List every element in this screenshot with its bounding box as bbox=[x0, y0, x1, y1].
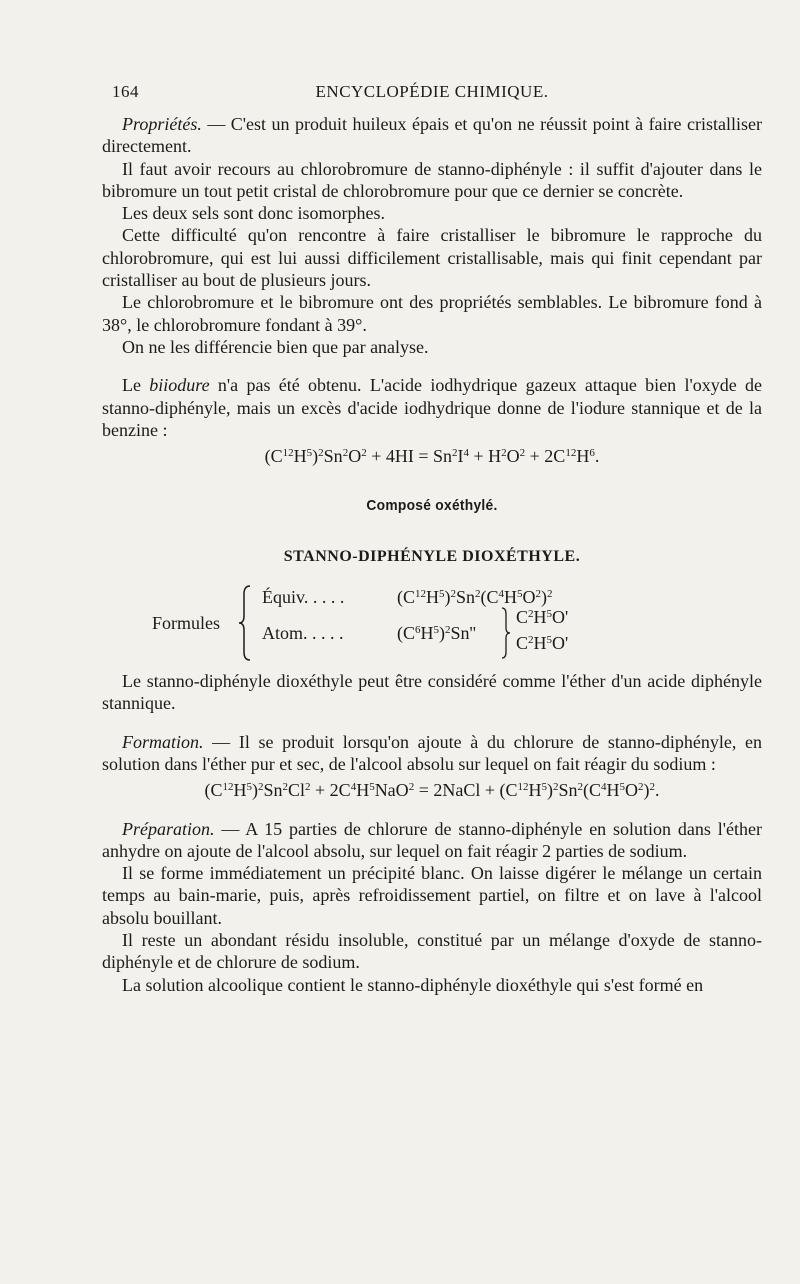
page-number: 164 bbox=[112, 82, 139, 101]
paragraph: On ne les différencie bien que par analyse. bbox=[122, 336, 429, 357]
paragraph: Il faut avoir recours au chlorobromure de stanno-diphényle : il suffit d'ajouter dans le bibromure un tout petit cristal de chlorobromure pour que ce dernier se concrète. bbox=[102, 158, 762, 201]
left-brace-icon bbox=[238, 584, 252, 662]
page-body bbox=[102, 113, 762, 996]
running-title: ENCYCLOPÉDIE CHIMIQUE. bbox=[315, 82, 549, 101]
paragraph-biiodure bbox=[102, 374, 762, 441]
equiv-formula: $(C^{12}H^5)^2Sn^2(C^4H^5O^2)^2$ bbox=[397, 587, 553, 608]
paragraph-text: — Il se produit lorsqu'on ajoute à du chlorure de stanno-diphényle, en solution dans l'éther pur et sec, de l'alcool absolu sur lequel on fait réagir du sodium : bbox=[102, 731, 762, 774]
paragraph: Le chlorobromure et le bibromure ont des propriétés semblables. Le bibromure fond à 38°, le chlorobromure fondant à 39°. bbox=[102, 292, 762, 335]
paragraph: Il reste un abondant résidu insoluble, constitué par un mélange d'oxyde de stanno-diphényle et de chlorure de sodium. bbox=[102, 930, 762, 973]
paragraph-heading: Propriétés. bbox=[122, 114, 202, 134]
paragraph-text: n'a pas été obtenu. L'acide iodhydrique gazeux attaque bien l'oxyde de stanno-diphényle, mais un excès d'acide iodhydrique donne de l'iodure stannique et de la benzine : bbox=[102, 375, 763, 440]
paragraph-proprietes bbox=[102, 113, 762, 158]
paragraph-text: — C'est un produit huileux épais et qu'on ne réussit point à faire cristalliser directement. bbox=[102, 114, 762, 157]
paragraph: Cette difficulté qu'on rencontre à faire cristalliser le bibromure le rapproche du chlorobromure, qui est lui aussi difficilement cristallisable, mais qui finit cependant par cristalliser au bout de plusieurs jours. bbox=[102, 225, 762, 291]
paragraph-text: Le bbox=[122, 375, 150, 396]
formulae-block bbox=[152, 584, 762, 670]
ligand-formula: $C^2H^5O'$ bbox=[516, 633, 569, 654]
ligand-formula: $C^2H^5O'$ bbox=[516, 607, 569, 628]
equation-biiodure: $(C^{12}H^5)^2Sn^2O^2 + 4HI = Sn^2I^4 + H^2O^2 + 2C^{12}H^6$. bbox=[264, 446, 600, 467]
atom-label: Atom. . . . . bbox=[262, 623, 344, 644]
paragraph: La solution alcoolique contient le stanno-diphényle dioxéthyle qui s'est formé en bbox=[122, 974, 704, 995]
paragraph-preparation bbox=[102, 818, 762, 863]
paragraph-heading: Formation. bbox=[122, 731, 204, 752]
formulae-label: Formules bbox=[152, 613, 221, 634]
section-title: Composé oxéthylé. bbox=[366, 497, 498, 515]
paragraph-text: — A 15 parties de chlorure de stanno-diphényle en solution dans l'éther anhydre on ajoute de l'alcool absolu, sur lequel on fait réagir 2 parties de sodium. bbox=[102, 818, 762, 861]
compound-title: STANNO-DIPHÉNYLE DIOXÉTHYLE. bbox=[283, 547, 581, 565]
atom-formula: $(C^6H^5)^2Sn''$ bbox=[397, 623, 476, 644]
paragraph: Les deux sels sont donc isomorphes. bbox=[122, 203, 385, 224]
page-header bbox=[112, 82, 752, 104]
paragraph-term: biiodure bbox=[149, 375, 210, 396]
paragraph-heading: Préparation. bbox=[122, 818, 215, 839]
paragraph: Le stanno-diphényle dioxéthyle peut être considéré comme l'éther d'un acide diphényle stannique. bbox=[102, 671, 762, 714]
paragraph: Il se forme immédiatement un précipité blanc. On laisse digérer le mélange un certain temps au bain-marie, puis, après refroidissement partiel, on filtre et on lave à l'alcool absolu bouillant. bbox=[102, 863, 762, 928]
equiv-label: Équiv. . . . . bbox=[262, 587, 345, 608]
equation-formation: $(C^{12}H^5)^2Sn^2Cl^2 + 2C^4H^5NaO^2$ = 2NaCl + $(C^{12}H^5)^2Sn^2(C^4H^5O^2)^2$. bbox=[204, 780, 660, 801]
right-brace-icon bbox=[501, 606, 511, 660]
paragraph-formation bbox=[102, 731, 762, 776]
